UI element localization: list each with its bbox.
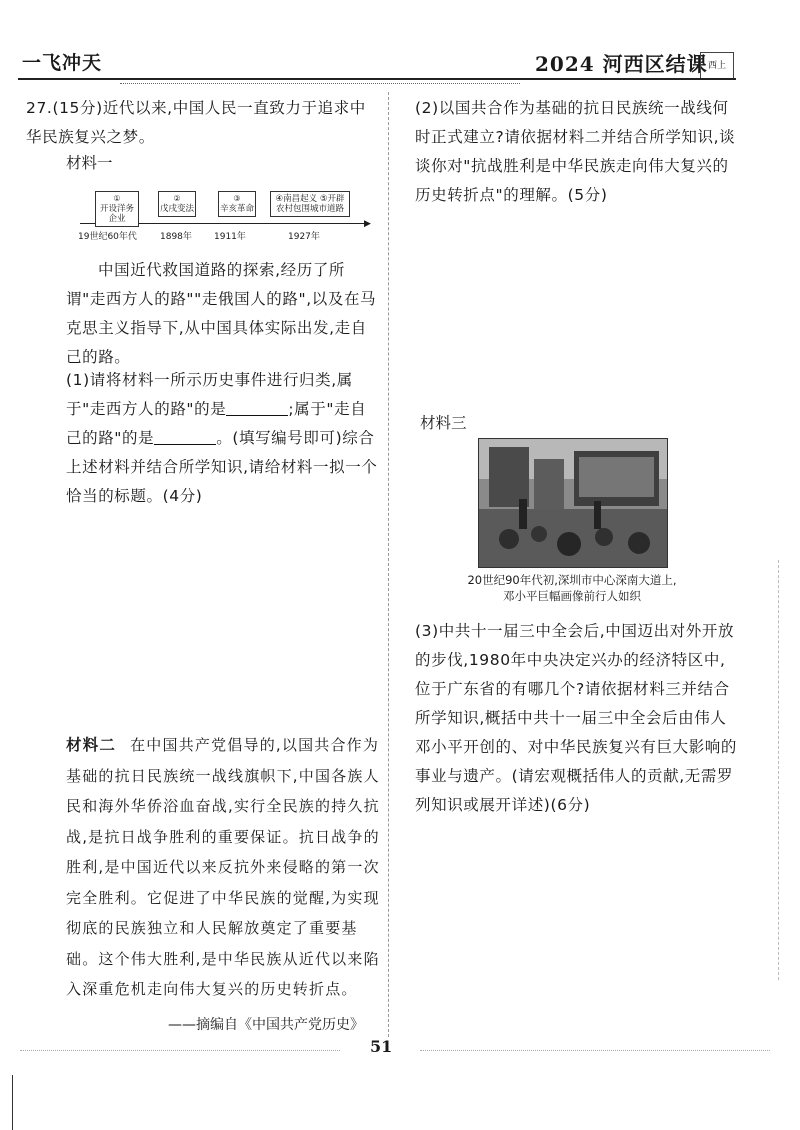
header-rule <box>18 78 736 80</box>
photo-caption <box>440 572 704 604</box>
question-1-part-c: 。(填写编号即可)综合上述材料并结合所学知识,请给材料一拟一个恰当的标题。(4分) <box>66 429 378 505</box>
column-divider <box>388 92 389 1037</box>
street-scene-image <box>479 439 667 567</box>
timeline-date-4: 1927年 <box>288 232 320 242</box>
timeline-event-1: ① 开设洋务企业 <box>95 191 139 227</box>
timeline-arrow-icon: ▶ <box>364 219 371 229</box>
timeline-event-4: ④南昌起义 ⑤开辟农村包围城市道路 <box>270 191 350 217</box>
header-logo: 西上 <box>700 52 734 80</box>
header-dotted-rule <box>120 83 520 84</box>
margin-line <box>12 1075 13 1130</box>
question-3: (3)中共十一届三中全会后,中国迈出对外开放的步伐,1980年中央决定兴办的经济特区中,位于广东省的有哪几个?请依据材料三并结合所学知识,概括中共十一届三中全会后由伟人邓小平开创的、对中华民族复兴有巨大影响的事业与遗产。(请宏观概括伟人的贡献,无需罗列知识或展开详述)(6分) <box>415 622 738 814</box>
material1-label: 材料一 <box>66 154 113 172</box>
timeline-date-1: 19世纪60年代 <box>78 232 137 242</box>
header-left-title: 一飞冲天 <box>22 52 103 74</box>
photo-caption-line-1: 20世纪90年代初,深圳市中心深南大道上, <box>467 573 677 587</box>
material3-label: 材料三 <box>420 414 467 432</box>
question-2: (2)以国共合作为基础的抗日民族统一战线何时正式建立?请依据材料二并结合所学知识,谈谈你对"抗战胜利是中华民族走向伟大复兴的历史转折点"的理解。(5分) <box>415 99 736 204</box>
material2-label: 材料二 <box>66 736 117 754</box>
material1-text: 中国近代救国道路的探索,经历了所谓"走西方人的路""走俄国人的路",以及在马克思主义指导下,从中国具体实际出发,走自己的路。 <box>66 261 377 366</box>
page-number: 51 <box>370 1037 393 1056</box>
question-intro: 27.(15分)近代以来,中国人民一直致力于追求中华民族复兴之梦。 <box>26 99 366 146</box>
timeline-date-3: 1911年 <box>214 232 246 242</box>
question-1 <box>66 366 382 511</box>
material2-source: ——摘编自《中国共产党历史》 <box>168 1017 364 1033</box>
question-1-part-a: (1)请将材料一所示历史事件进行归类,属于"走西方人的路"的是 <box>66 371 353 418</box>
margin-dashes <box>778 560 779 980</box>
timeline-event-2: ② 戊戌变法 <box>158 191 196 217</box>
timeline-date-2: 1898年 <box>160 232 192 242</box>
material3-photo <box>478 438 668 568</box>
photo-caption-line-2: 邓小平巨幅画像前行人如织 <box>503 589 641 603</box>
timeline-event-3: ③ 辛亥革命 <box>218 191 256 217</box>
material2 <box>66 730 382 1005</box>
footer-dots-right <box>420 1050 770 1051</box>
answer-blank-2[interactable] <box>154 426 216 445</box>
footer-dots-left <box>20 1050 340 1051</box>
material2-text: 在中国共产党倡导的,以国共合作为基础的抗日民族统一战线旗帜下,中国各族人民和海外华侨浴血奋战,实行全民族的持久抗战,是抗日战争胜利的重要保证。抗日战争的胜利,是中国近代以来反抗外来侵略的第一次完全胜利。它促进了中华民族的觉醒,为实现彻底的民族独立和人民解放奠定了重要基础。这个伟大胜利,是中华民族从近代以来陷入深重危机走向伟大复兴的历史转折点。 <box>66 736 380 998</box>
header-right-title: 2024 河西区结课 <box>535 52 708 76</box>
question-1-part-b: ;属于"走自己的路"的是 <box>66 400 367 447</box>
answer-blank-1[interactable] <box>226 397 288 416</box>
